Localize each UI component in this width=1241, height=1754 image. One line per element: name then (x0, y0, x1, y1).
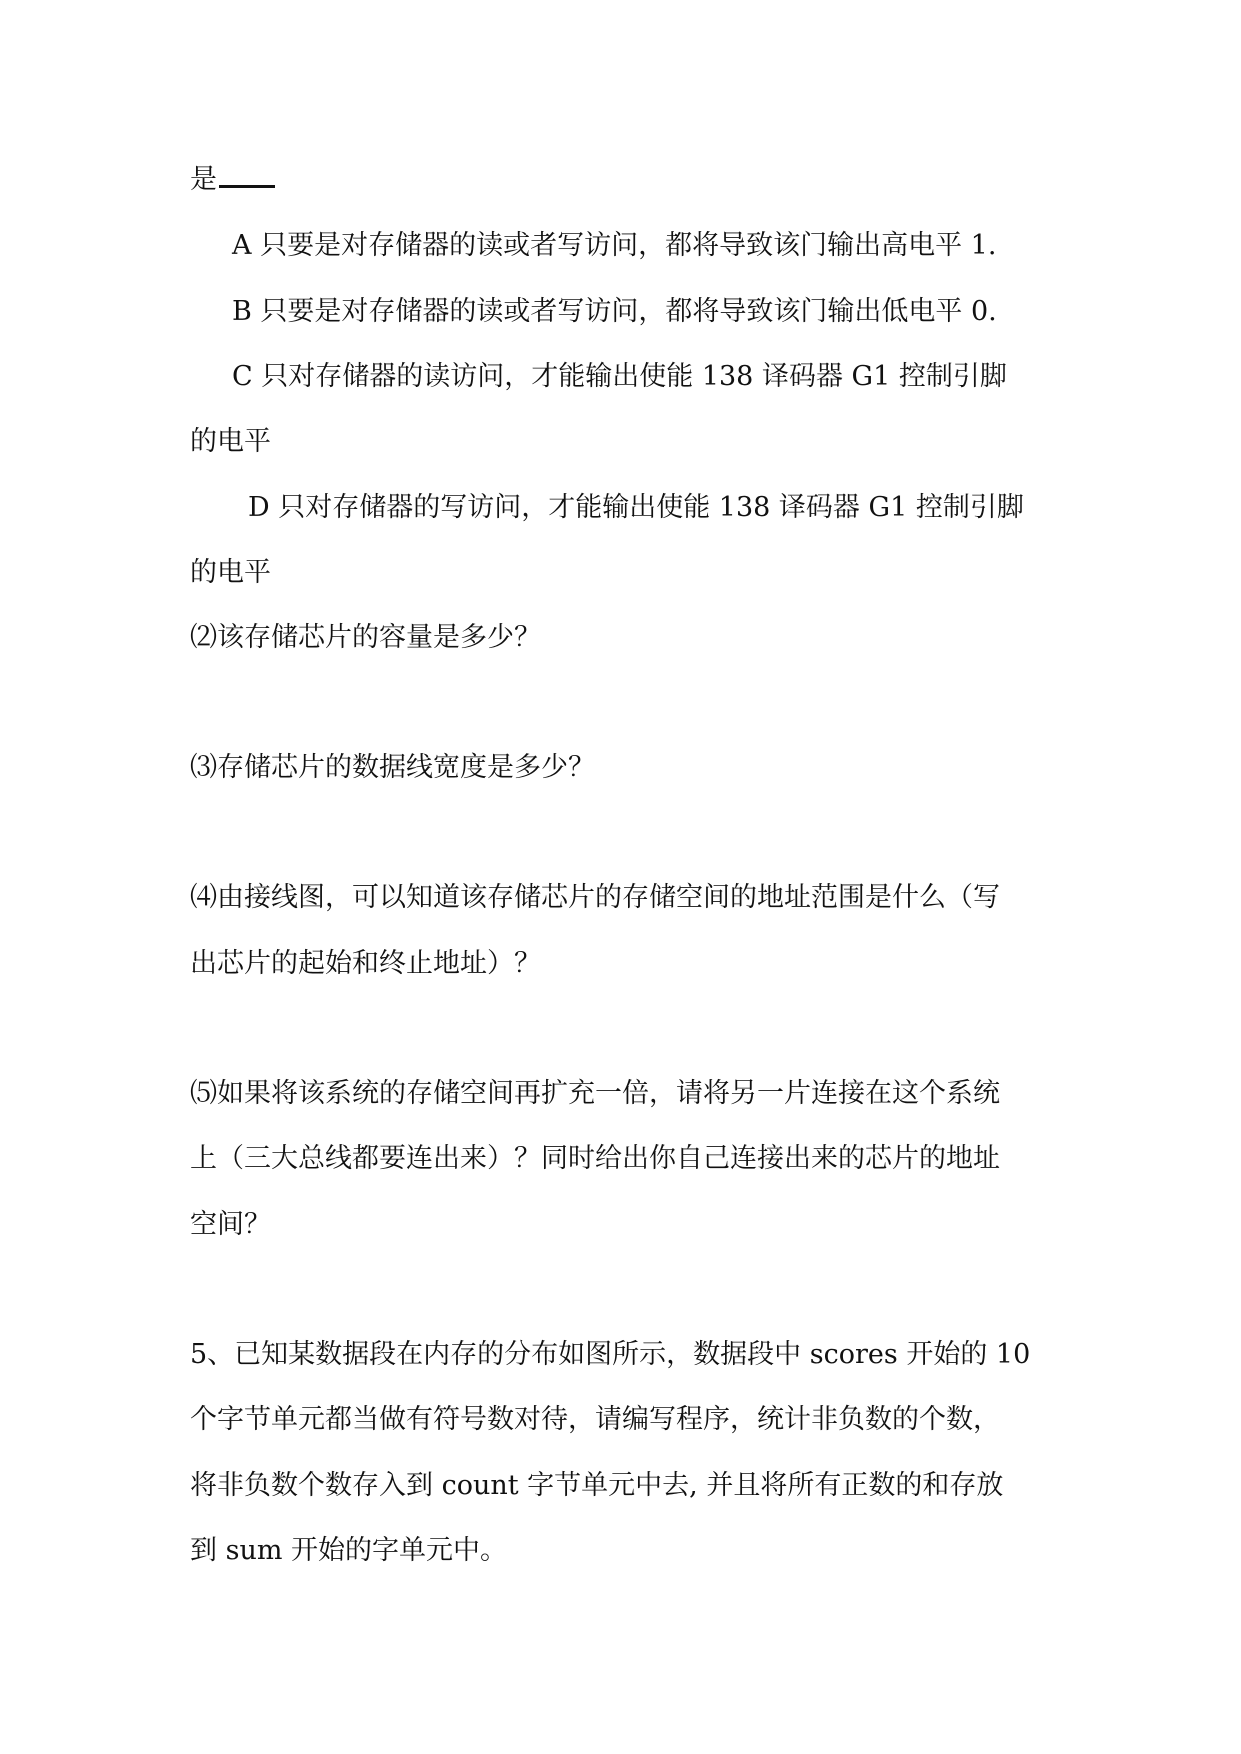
option-b: B 只要是对存储器的读或者写访问，都将导致该门输出低电平 0. (232, 296, 997, 327)
question-stem-tail (190, 162, 1070, 198)
option-d-continued: 的电平 (190, 557, 271, 588)
question-4: ⑷由接线图，可以知道该存储芯片的存储空间的地址范围是什么（写 (190, 882, 1000, 913)
question-2: ⑵该存储芯片的容量是多少？ (190, 622, 541, 653)
option-a: A 只要是对存储器的读或者写访问，都将导致该门输出高电平 1. (232, 230, 997, 261)
question-5-continued-2: 空间？ (190, 1209, 271, 1240)
question-5: ⑸如果将该系统的存储空间再扩充一倍，请将另一片连接在这个系统 (190, 1078, 1000, 1109)
answer-blank (219, 163, 275, 188)
question-5-continued: 上（三大总线都要连出来）？同时给出你自己连接出来的芯片的地址 (190, 1143, 1000, 1174)
option-c: C 只对存储器的读访问，才能输出使能 138 译码器 G1 控制引脚 (232, 361, 1007, 392)
problem-5-line-3: 将非负数个数存入到 count 字节单元中去, 并且将所有正数的和存放 (190, 1470, 1004, 1501)
problem-5: 5、已知某数据段在内存的分布如图所示，数据段中 scores 开始的 10 (190, 1339, 1031, 1370)
option-c-continued: 的电平 (190, 426, 271, 457)
option-d: D 只对存储器的写访问，才能输出使能 138 译码器 G1 控制引脚 (248, 492, 1024, 523)
problem-5-line-4: 到 sum 开始的字单元中。 (190, 1535, 508, 1566)
question-stem-text: 是 (190, 164, 217, 195)
question-4-continued: 出芯片的起始和终止地址）？ (190, 948, 541, 979)
problem-5-line-2: 个字节单元都当做有符号数对待，请编写程序，统计非负数的个数， (190, 1404, 1000, 1435)
question-3: ⑶存储芯片的数据线宽度是多少？ (190, 752, 595, 783)
